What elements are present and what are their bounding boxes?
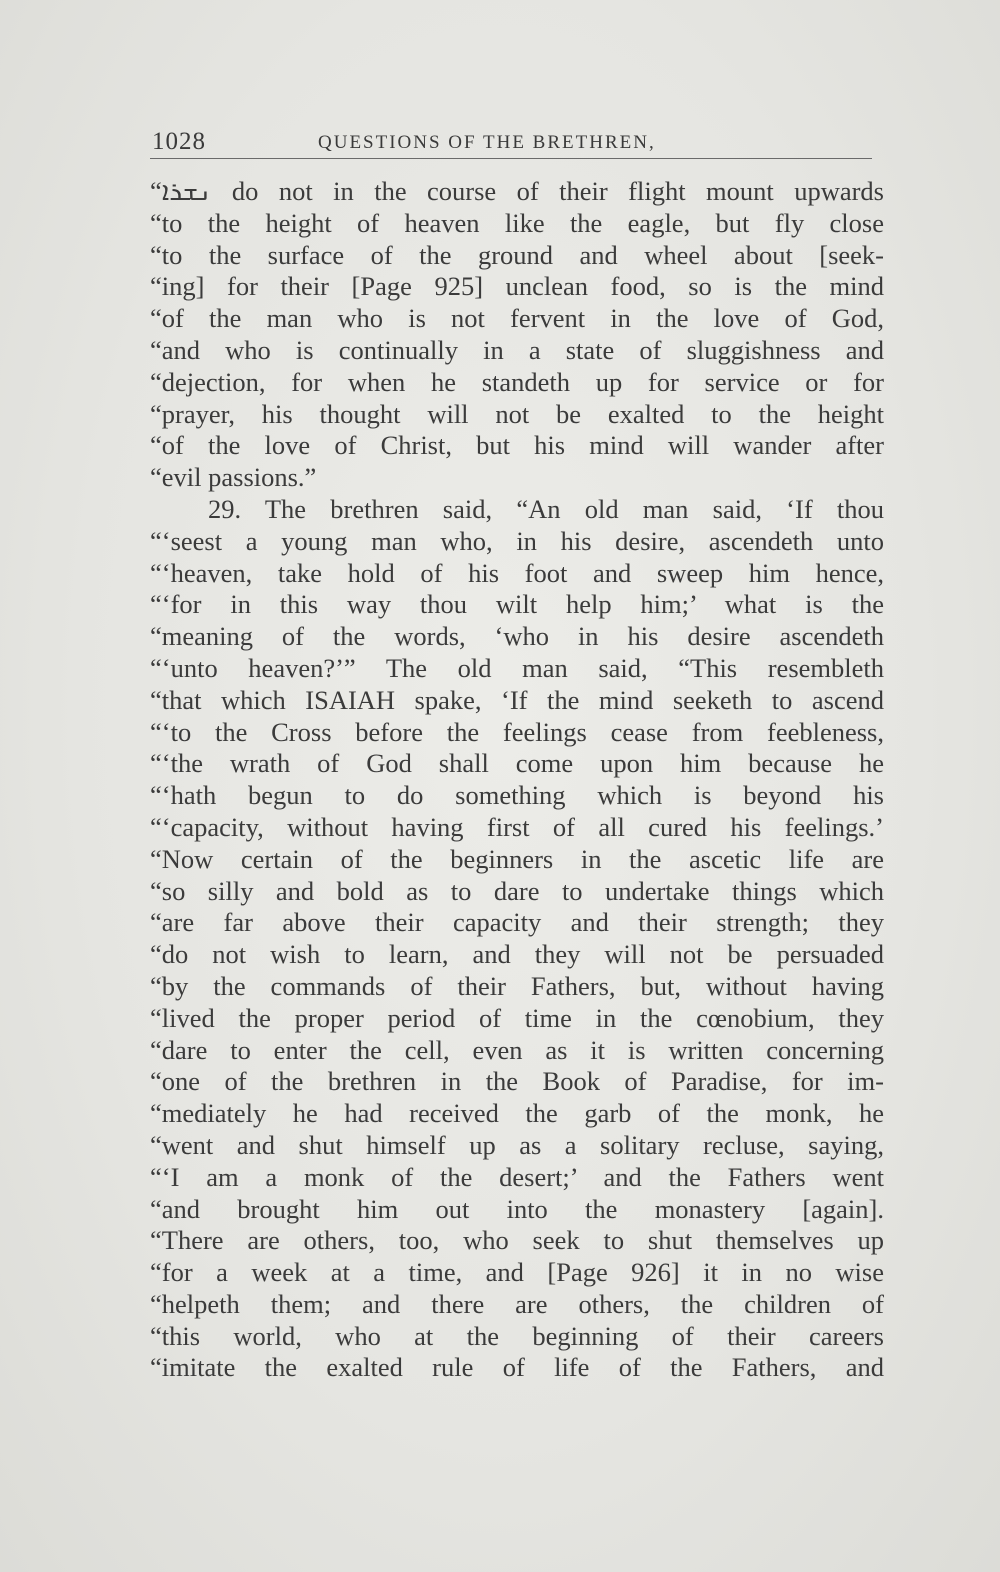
text-line: “Now certain of the beginners in the ascetic life are bbox=[150, 843, 884, 874]
text-line: “ing] for their [Page 925] unclean food, so is the mind bbox=[150, 271, 884, 302]
page-number: 1028 bbox=[152, 128, 206, 155]
text-line: “to the surface of the ground and wheel about [seek- bbox=[150, 239, 884, 270]
text-line: “imitate the exalted rule of life of the Fathers, and bbox=[150, 1352, 884, 1383]
text-line: “‘I am a monk of the desert;’ and the Fathers went bbox=[150, 1161, 884, 1192]
text-line: “prayer, his thought will not be exalted to the height bbox=[150, 398, 884, 429]
text-line: “lived the proper period of time in the cœnobium, they bbox=[150, 1002, 884, 1033]
text-line: “‘capacity, without having first of all cured his feelings.’ bbox=[150, 811, 884, 842]
text-line: “went and shut himself up as a solitary recluse, saying, bbox=[150, 1129, 884, 1160]
text-line: “‘seest a young man who, in his desire, ascendeth unto bbox=[150, 525, 884, 556]
text-line: “do not wish to learn, and they will not be persuaded bbox=[150, 939, 884, 970]
text-line: “meaning of the words, ‘who in his desire ascendeth bbox=[150, 621, 884, 652]
text-line: “for a week at a time, and [Page 926] it in no wise bbox=[150, 1257, 884, 1288]
page-header bbox=[152, 118, 874, 158]
text-line: “‘unto heaven?’” The old man said, “This resembleth bbox=[150, 652, 884, 683]
text-line: “that which ISAIAH spake, ‘If the mind seeketh to ascend bbox=[150, 684, 884, 715]
text-line: “‘to the Cross before the feelings cease from feebleness, bbox=[150, 716, 884, 747]
text-line: “‘for in this way thou wilt help him;’ what is the bbox=[150, 589, 884, 620]
paragraph-start-line: 29. The brethren said, “An old man said, ‘If thou bbox=[208, 493, 884, 524]
text-line: “this world, who at the beginning of their careers bbox=[150, 1320, 884, 1351]
text-line: “and who is continually in a state of sluggishness and bbox=[150, 334, 884, 365]
text-line: “dejection, for when he standeth up for service or for bbox=[150, 366, 884, 397]
text-line: “are far above their capacity and their strength; they bbox=[150, 907, 884, 938]
text-line: “‘the wrath of God shall come upon him because he bbox=[150, 748, 884, 779]
text-line: “mediately he had received the garb of the monk, he bbox=[150, 1098, 884, 1129]
text-line: “ܢܫܪܐ do not in the course of their flight mount upwards bbox=[150, 176, 884, 206]
text-line: “‘heaven, take hold of his foot and sweep him hence, bbox=[150, 557, 884, 588]
running-head: QUESTIONS OF THE BRETHREN, bbox=[318, 132, 656, 153]
text-line: “of the love of Christ, but his mind will wander after bbox=[150, 430, 884, 461]
text-line: “There are others, too, who seek to shut themselves up bbox=[150, 1225, 884, 1256]
text-line: “evil passions.” bbox=[150, 462, 317, 493]
text-line: “so silly and bold as to dare to undertake things which bbox=[150, 875, 884, 906]
text-line: “and brought him out into the monastery [again]. bbox=[150, 1193, 884, 1224]
header-rule bbox=[150, 158, 872, 159]
text-line: “‘hath begun to do something which is beyond his bbox=[150, 780, 884, 811]
text-line: “one of the brethren in the Book of Paradise, for im- bbox=[150, 1066, 884, 1097]
text-line: “by the commands of their Fathers, but, without having bbox=[150, 970, 884, 1001]
text-line: “to the height of heaven like the eagle, but fly close bbox=[150, 207, 884, 238]
text-line: “helpeth them; and there are others, the children of bbox=[150, 1288, 884, 1319]
text-line: “of the man who is not fervent in the love of God, bbox=[150, 303, 884, 334]
text-line: “dare to enter the cell, even as it is written concerning bbox=[150, 1034, 884, 1065]
body-text bbox=[150, 176, 884, 1384]
